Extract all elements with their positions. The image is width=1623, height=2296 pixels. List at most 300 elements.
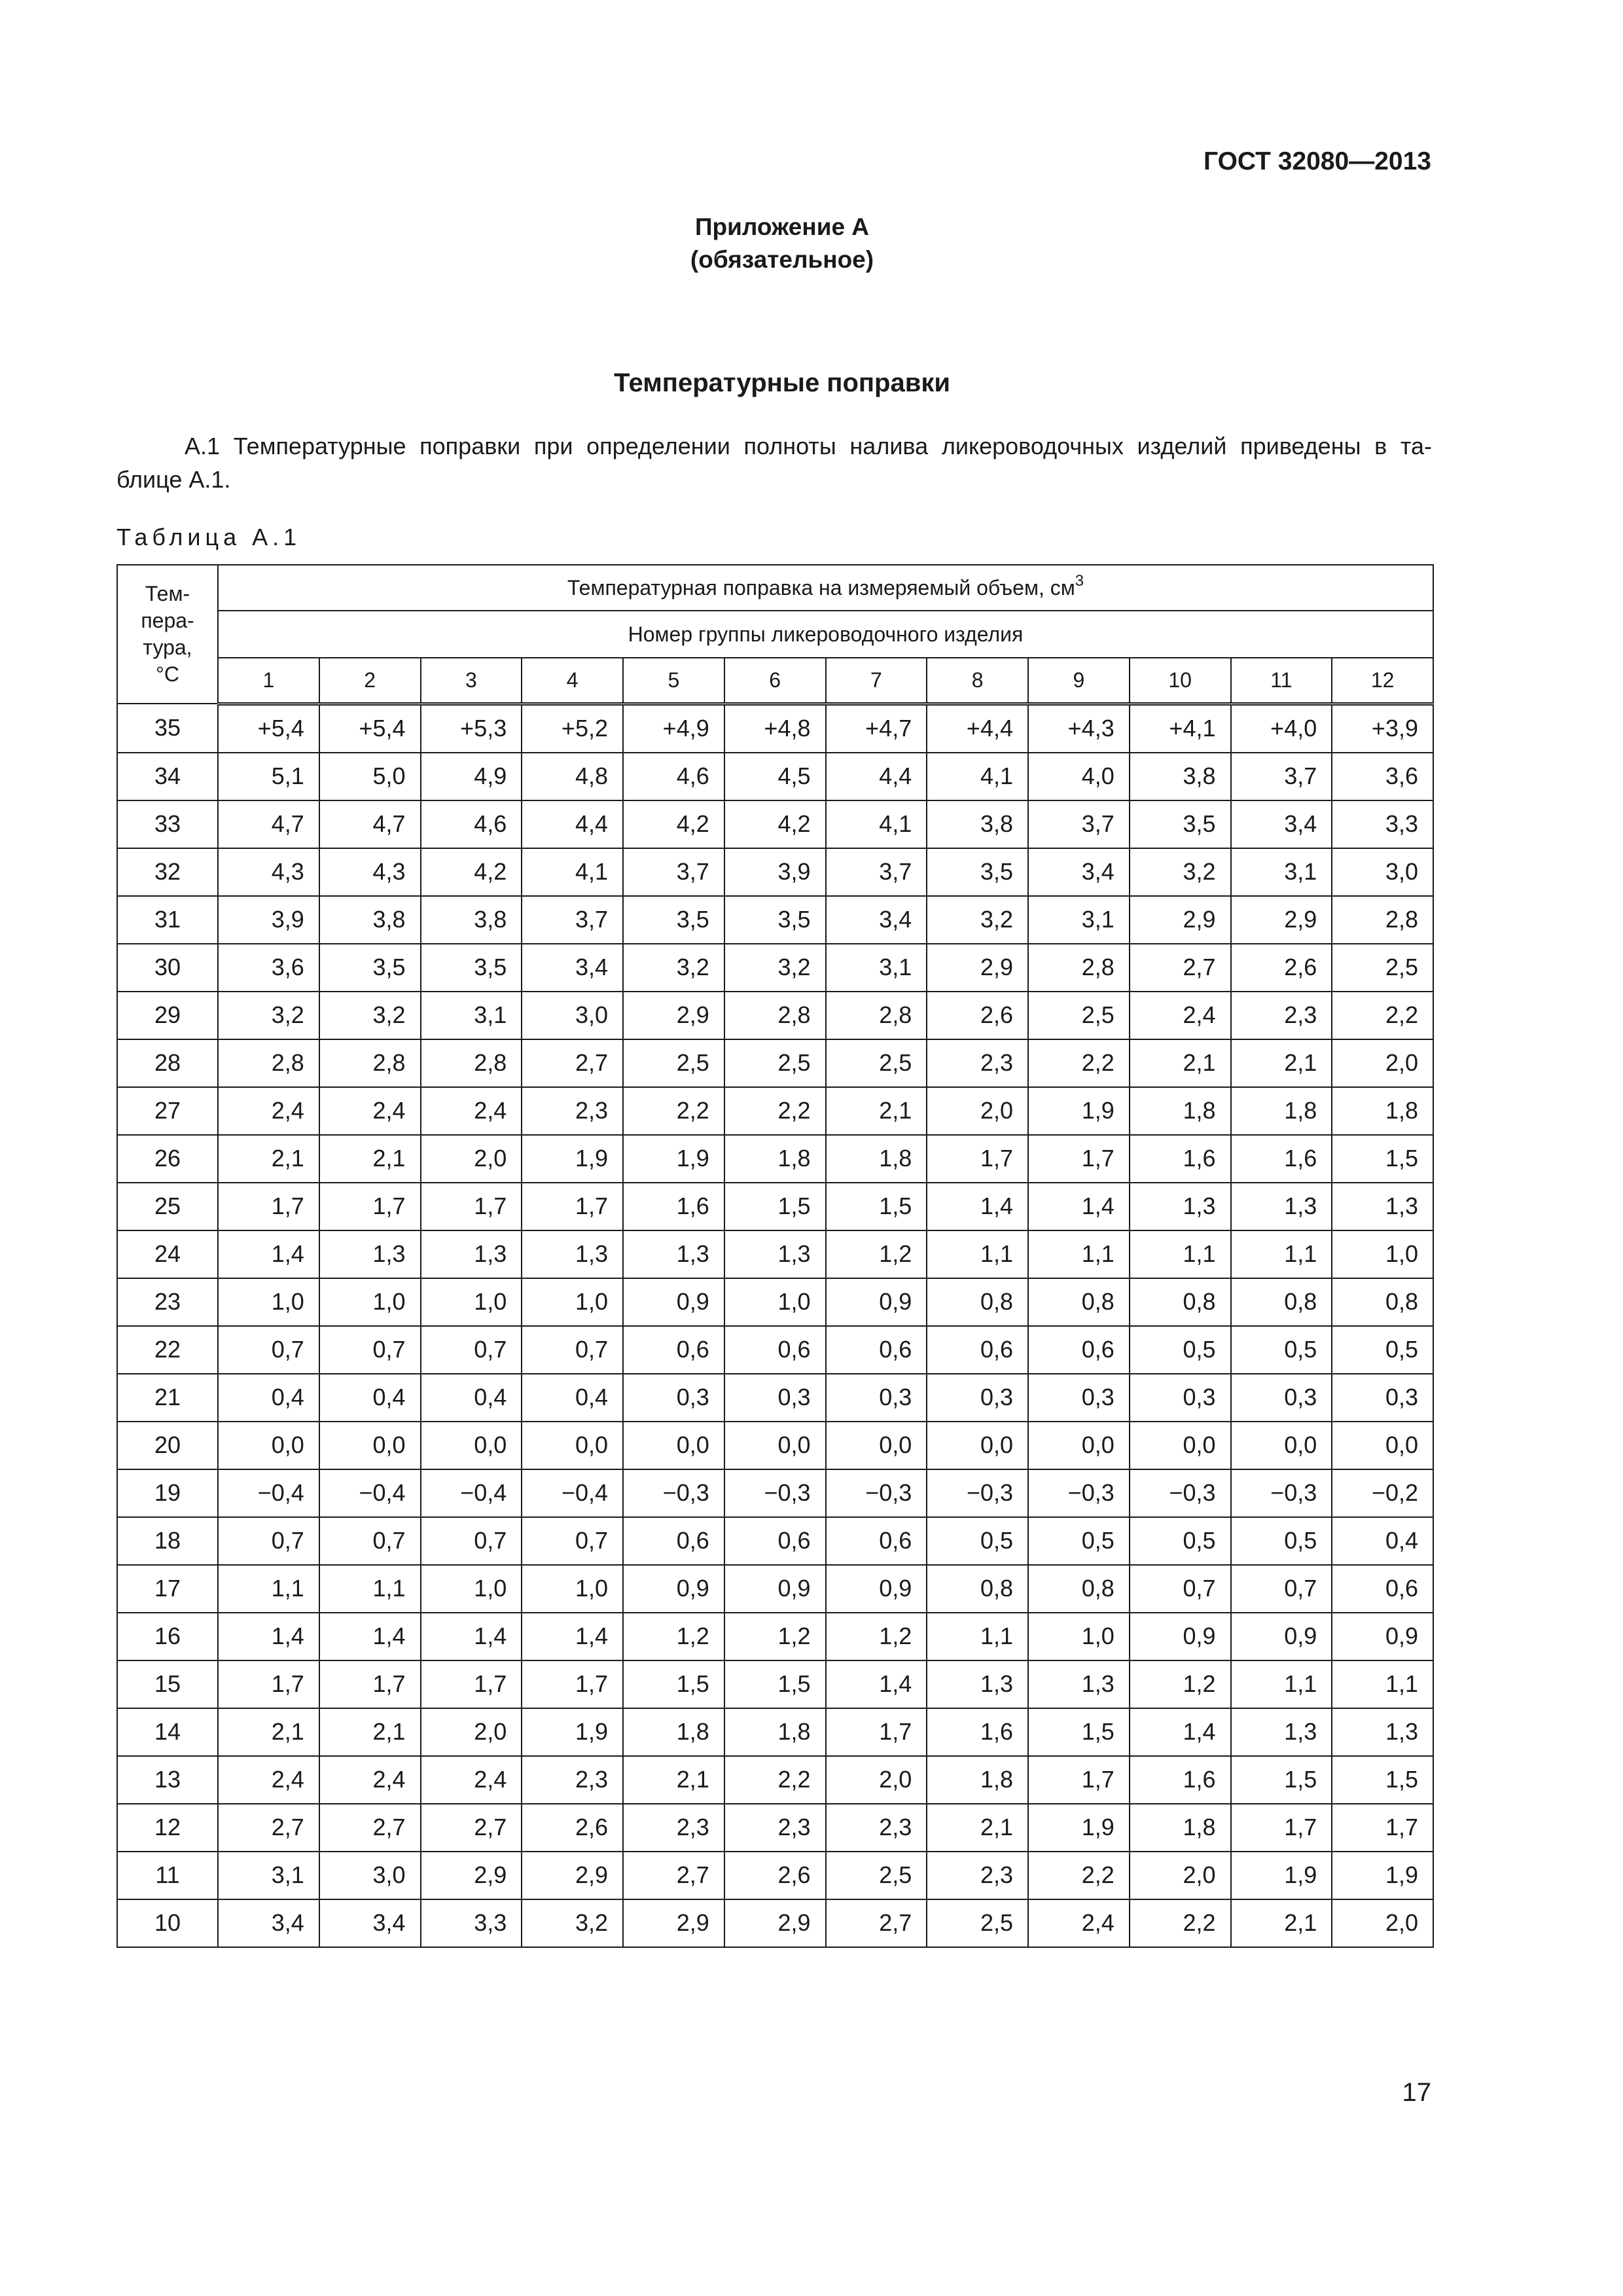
correction-cell: 2,5	[623, 1039, 724, 1087]
correction-cell: 1,7	[319, 1183, 421, 1230]
correction-cell: 2,2	[623, 1087, 724, 1135]
correction-cell: 1,0	[319, 1278, 421, 1326]
correction-cell: 0,9	[623, 1565, 724, 1613]
correction-cell: 0,4	[1332, 1517, 1433, 1565]
correction-cell: 1,3	[1028, 1660, 1130, 1708]
correction-cell: 3,7	[1231, 753, 1332, 800]
correction-unit-exponent: 3	[1075, 571, 1084, 590]
table-row	[117, 1422, 1433, 1469]
temperature-header-line: °С	[156, 662, 179, 686]
correction-cell: 1,1	[1130, 1230, 1231, 1278]
correction-cell: 2,0	[826, 1756, 927, 1804]
temperature-cell: 19	[117, 1469, 218, 1517]
correction-cell: 2,9	[623, 1899, 724, 1947]
correction-cell: 0,3	[927, 1374, 1028, 1422]
group-number-cell: 9	[1028, 658, 1130, 704]
correction-cell: 3,3	[1332, 800, 1433, 848]
correction-cell: 3,8	[927, 800, 1028, 848]
correction-cell: 0,5	[1130, 1517, 1231, 1565]
correction-cell: 2,7	[826, 1899, 927, 1947]
correction-cell: 0,9	[826, 1278, 927, 1326]
correction-cell: 0,7	[319, 1517, 421, 1565]
correction-cell: 0,9	[1231, 1613, 1332, 1660]
correction-cell: 2,7	[218, 1804, 319, 1852]
correction-cell: +4,4	[927, 704, 1028, 753]
correction-cell: 0,7	[218, 1517, 319, 1565]
correction-cell: 2,8	[319, 1039, 421, 1087]
group-number-cell: 1	[218, 658, 319, 704]
temperature-cell: 32	[117, 848, 218, 896]
correction-cell: 1,8	[1130, 1087, 1231, 1135]
correction-cell: 3,4	[522, 944, 623, 992]
correction-cell: 2,9	[1130, 896, 1231, 944]
correction-cell: 2,7	[522, 1039, 623, 1087]
correction-cell: −0,4	[522, 1469, 623, 1517]
correction-cell: 2,0	[421, 1135, 522, 1183]
correction-cell: 0,6	[1332, 1565, 1433, 1613]
temperature-cell: 31	[117, 896, 218, 944]
table-row	[117, 1804, 1433, 1852]
correction-cell: 0,0	[319, 1422, 421, 1469]
temperature-cell: 23	[117, 1278, 218, 1326]
correction-cell: 4,7	[319, 800, 421, 848]
correction-cell: 3,7	[623, 848, 724, 896]
correction-cell: 3,2	[319, 992, 421, 1039]
table-row	[117, 1374, 1433, 1422]
correction-cell: 2,9	[927, 944, 1028, 992]
table-row	[117, 704, 1433, 753]
table-row	[117, 1565, 1433, 1613]
correction-cell: 2,1	[927, 1804, 1028, 1852]
correction-cell: 2,8	[1332, 896, 1433, 944]
correction-cell: 2,1	[319, 1708, 421, 1756]
correction-cell: 1,1	[1028, 1230, 1130, 1278]
correction-cell: 3,2	[1130, 848, 1231, 896]
correction-cell: +4,9	[623, 704, 724, 753]
correction-cell: 0,8	[1130, 1278, 1231, 1326]
correction-cell: 1,6	[927, 1708, 1028, 1756]
correction-cell: 3,5	[623, 896, 724, 944]
correction-cell: 3,5	[927, 848, 1028, 896]
correction-cell: 3,0	[319, 1852, 421, 1899]
group-header: Номер группы ликероводочного изделия	[218, 611, 1433, 658]
correction-cell: 1,1	[218, 1565, 319, 1613]
correction-cell: −0,4	[421, 1469, 522, 1517]
temperature-header-line: тура,	[143, 636, 192, 659]
correction-cell: 1,5	[623, 1660, 724, 1708]
correction-cell: 2,1	[1231, 1039, 1332, 1087]
correction-cell: +4,0	[1231, 704, 1332, 753]
temperature-header-line: пера-	[141, 609, 194, 632]
correction-cell: 2,4	[1028, 1899, 1130, 1947]
temperature-cell: 34	[117, 753, 218, 800]
correction-cell: 1,0	[522, 1565, 623, 1613]
correction-cell: 0,9	[826, 1565, 927, 1613]
correction-cell: 0,6	[623, 1326, 724, 1374]
temperature-cell: 11	[117, 1852, 218, 1899]
correction-cell: 4,9	[421, 753, 522, 800]
correction-cell: 4,6	[623, 753, 724, 800]
group-number-cell: 12	[1332, 658, 1433, 704]
table-row	[117, 1517, 1433, 1565]
correction-cell: 0,3	[1028, 1374, 1130, 1422]
correction-cell: 0,7	[522, 1326, 623, 1374]
correction-cell: 3,4	[218, 1899, 319, 1947]
correction-cell: 1,2	[1130, 1660, 1231, 1708]
table-body	[117, 704, 1433, 1947]
correction-cell: 1,3	[1231, 1183, 1332, 1230]
correction-cell: 2,9	[421, 1852, 522, 1899]
correction-cell: 1,5	[1332, 1135, 1433, 1183]
correction-cell: 4,1	[927, 753, 1028, 800]
correction-cell: 1,8	[1130, 1804, 1231, 1852]
correction-cell: 1,1	[1231, 1660, 1332, 1708]
correction-cell: 3,1	[218, 1852, 319, 1899]
correction-cell: 1,2	[826, 1230, 927, 1278]
correction-cell: 1,8	[724, 1708, 826, 1756]
correction-cell: 0,9	[623, 1278, 724, 1326]
correction-cell: 1,9	[522, 1708, 623, 1756]
correction-cell: 1,3	[1231, 1708, 1332, 1756]
correction-cell: 1,0	[1332, 1230, 1433, 1278]
correction-cell: 1,7	[421, 1183, 522, 1230]
correction-cell: 1,4	[319, 1613, 421, 1660]
correction-cell: 0,7	[1231, 1565, 1332, 1613]
correction-cell: 0,8	[1231, 1278, 1332, 1326]
correction-cell: 2,4	[218, 1087, 319, 1135]
correction-cell: 1,5	[826, 1183, 927, 1230]
correction-cell: 1,3	[1332, 1183, 1433, 1230]
correction-cell: 0,8	[927, 1278, 1028, 1326]
correction-cell: 2,3	[927, 1039, 1028, 1087]
appendix-heading	[0, 211, 1564, 276]
correction-cell: 0,7	[319, 1326, 421, 1374]
correction-cell: 1,4	[421, 1613, 522, 1660]
correction-cell: 0,7	[1130, 1565, 1231, 1613]
correction-cell: 1,9	[1231, 1852, 1332, 1899]
correction-cell: 1,3	[1130, 1183, 1231, 1230]
correction-cell: 3,4	[1028, 848, 1130, 896]
correction-cell: 1,4	[1028, 1183, 1130, 1230]
correction-cell: 0,3	[826, 1374, 927, 1422]
correction-cell: 2,7	[1130, 944, 1231, 992]
correction-cell: 1,2	[826, 1613, 927, 1660]
correction-cell: 0,6	[826, 1326, 927, 1374]
correction-cell: 2,8	[724, 992, 826, 1039]
section-title: Температурные поправки	[614, 368, 950, 397]
correction-cell: 1,6	[1231, 1135, 1332, 1183]
correction-cell: 2,2	[1028, 1852, 1130, 1899]
correction-cell: 1,8	[623, 1708, 724, 1756]
group-number-cell: 6	[724, 658, 826, 704]
correction-cell: 1,9	[1028, 1087, 1130, 1135]
table-row	[117, 1613, 1433, 1660]
correction-cell: 0,3	[724, 1374, 826, 1422]
table-row	[117, 1135, 1433, 1183]
correction-cell: 1,8	[826, 1135, 927, 1183]
correction-cell: −0,2	[1332, 1469, 1433, 1517]
correction-cell: 3,1	[1028, 896, 1130, 944]
standard-number: ГОСТ 32080—2013	[1204, 147, 1431, 175]
correction-cell: 0,3	[1130, 1374, 1231, 1422]
correction-cell: 4,6	[421, 800, 522, 848]
correction-cell: 3,7	[826, 848, 927, 896]
correction-cell: 0,9	[724, 1565, 826, 1613]
correction-cell: −0,4	[218, 1469, 319, 1517]
correction-cell: 2,2	[1130, 1899, 1231, 1947]
table-row	[117, 1087, 1433, 1135]
correction-header-label: Температурная поправка на измеряемый объем, см	[567, 575, 1075, 600]
correction-cell: 0,0	[218, 1422, 319, 1469]
correction-cell: −0,3	[1028, 1469, 1130, 1517]
correction-cell: +4,8	[724, 704, 826, 753]
correction-cell: −0,3	[1130, 1469, 1231, 1517]
correction-cell: +5,3	[421, 704, 522, 753]
temperature-cell: 16	[117, 1613, 218, 1660]
correction-cell: 1,4	[522, 1613, 623, 1660]
temperature-cell: 14	[117, 1708, 218, 1756]
correction-cell: 2,3	[522, 1087, 623, 1135]
correction-cell: 1,7	[826, 1708, 927, 1756]
correction-cell: 1,7	[1028, 1135, 1130, 1183]
correction-cell: −0,3	[1231, 1469, 1332, 1517]
correction-cell: 1,0	[522, 1278, 623, 1326]
correction-cell: 2,5	[1028, 992, 1130, 1039]
correction-cell: 1,8	[1332, 1087, 1433, 1135]
correction-cell: 1,7	[421, 1660, 522, 1708]
correction-cell: 3,7	[1028, 800, 1130, 848]
table-row	[117, 1469, 1433, 1517]
correction-cell: 1,1	[1231, 1230, 1332, 1278]
correction-cell: 2,4	[319, 1756, 421, 1804]
correction-cell: 2,2	[1332, 992, 1433, 1039]
correction-cell: 1,8	[927, 1756, 1028, 1804]
correction-cell: 0,8	[1332, 1278, 1433, 1326]
correction-cell: 1,8	[724, 1135, 826, 1183]
correction-cell: 3,9	[218, 896, 319, 944]
correction-cell: 1,6	[623, 1183, 724, 1230]
correction-cell: 2,5	[724, 1039, 826, 1087]
correction-cell: 2,0	[1332, 1039, 1433, 1087]
temperature-cell: 13	[117, 1756, 218, 1804]
correction-cell: 0,7	[421, 1517, 522, 1565]
correction-cell: 2,6	[1231, 944, 1332, 992]
correction-cell: 0,3	[1231, 1374, 1332, 1422]
correction-cell: 1,3	[421, 1230, 522, 1278]
correction-cell: 0,5	[1028, 1517, 1130, 1565]
correction-cell: 1,9	[1332, 1852, 1433, 1899]
table-row	[117, 1899, 1433, 1947]
correction-cell: 1,6	[1130, 1756, 1231, 1804]
temperature-cell: 22	[117, 1326, 218, 1374]
intro-paragraph	[116, 429, 1432, 496]
group-number-cell: 4	[522, 658, 623, 704]
correction-cell: 3,1	[1231, 848, 1332, 896]
correction-cell: 0,0	[522, 1422, 623, 1469]
correction-cell: 0,5	[1231, 1517, 1332, 1565]
correction-cell: +4,7	[826, 704, 927, 753]
table-row	[117, 1326, 1433, 1374]
temperature-cell: 20	[117, 1422, 218, 1469]
correction-cell: 0,4	[522, 1374, 623, 1422]
correction-cell: 4,2	[421, 848, 522, 896]
correction-cell: 5,0	[319, 753, 421, 800]
table-row	[117, 1756, 1433, 1804]
correction-cell: 1,4	[927, 1183, 1028, 1230]
correction-cell: 0,0	[1028, 1422, 1130, 1469]
temperature-cell: 27	[117, 1087, 218, 1135]
correction-cell: 1,3	[1332, 1708, 1433, 1756]
page-number: 17	[1402, 2078, 1431, 2107]
table-row	[117, 1183, 1433, 1230]
correction-cell: 1,0	[1028, 1613, 1130, 1660]
table-row	[117, 1708, 1433, 1756]
correction-cell: 1,5	[724, 1183, 826, 1230]
correction-cell: 1,8	[1231, 1087, 1332, 1135]
correction-cell: +5,2	[522, 704, 623, 753]
correction-cell: 3,0	[522, 992, 623, 1039]
correction-cell: 1,1	[319, 1565, 421, 1613]
correction-cell: 1,3	[927, 1660, 1028, 1708]
correction-cell: 0,5	[1130, 1326, 1231, 1374]
table-row	[117, 848, 1433, 896]
table-row	[117, 1230, 1433, 1278]
correction-cell: 3,6	[218, 944, 319, 992]
temperature-cell: 29	[117, 992, 218, 1039]
correction-cell: 2,8	[1028, 944, 1130, 992]
correction-cell: 0,4	[319, 1374, 421, 1422]
correction-cell: 1,1	[927, 1230, 1028, 1278]
appendix-status: (обязательное)	[690, 246, 874, 273]
correction-cell: 3,8	[319, 896, 421, 944]
correction-cell: 1,7	[522, 1183, 623, 1230]
temperature-cell: 30	[117, 944, 218, 992]
table-row	[117, 1039, 1433, 1087]
temperature-cell: 28	[117, 1039, 218, 1087]
correction-cell: 2,3	[724, 1804, 826, 1852]
correction-cell: 1,0	[724, 1278, 826, 1326]
correction-cell: 2,8	[218, 1039, 319, 1087]
correction-cell: 1,5	[1332, 1756, 1433, 1804]
correction-cell: 1,9	[1028, 1804, 1130, 1852]
correction-cell: 1,7	[522, 1660, 623, 1708]
group-number-cell: 3	[421, 658, 522, 704]
correction-cell: +5,4	[218, 704, 319, 753]
correction-cell: +3,9	[1332, 704, 1433, 753]
correction-cell: 2,0	[421, 1708, 522, 1756]
correction-cell: 4,3	[218, 848, 319, 896]
correction-cell: 1,0	[218, 1278, 319, 1326]
correction-cell: 0,3	[623, 1374, 724, 1422]
temperature-cell: 33	[117, 800, 218, 848]
correction-cell: 0,0	[1231, 1422, 1332, 1469]
correction-cell: 2,1	[218, 1708, 319, 1756]
correction-cell: −0,3	[927, 1469, 1028, 1517]
temperature-cell: 24	[117, 1230, 218, 1278]
correction-cell: 0,8	[927, 1565, 1028, 1613]
temperature-cell: 18	[117, 1517, 218, 1565]
correction-cell: 4,1	[522, 848, 623, 896]
correction-cell: 0,0	[623, 1422, 724, 1469]
correction-cell: 0,3	[1332, 1374, 1433, 1422]
correction-cell: 4,0	[1028, 753, 1130, 800]
correction-cell: 2,9	[1231, 896, 1332, 944]
correction-cell: 1,7	[1332, 1804, 1433, 1852]
correction-cell: 1,5	[724, 1660, 826, 1708]
correction-cell: 1,3	[522, 1230, 623, 1278]
correction-cell: 2,4	[1130, 992, 1231, 1039]
correction-cell: 3,3	[421, 1899, 522, 1947]
correction-cell: 0,9	[1130, 1613, 1231, 1660]
correction-cell: 0,8	[1028, 1565, 1130, 1613]
correction-cell: 1,9	[522, 1135, 623, 1183]
correction-cell: 0,0	[421, 1422, 522, 1469]
correction-cell: 2,1	[1130, 1039, 1231, 1087]
correction-cell: 0,4	[218, 1374, 319, 1422]
correction-cell: 5,1	[218, 753, 319, 800]
correction-cell: 1,2	[724, 1613, 826, 1660]
correction-cell: 2,4	[319, 1087, 421, 1135]
correction-cell: 2,9	[724, 1899, 826, 1947]
temperature-cell: 17	[117, 1565, 218, 1613]
table-row	[117, 1852, 1433, 1899]
correction-cell: 2,2	[724, 1756, 826, 1804]
correction-cell: 1,7	[927, 1135, 1028, 1183]
correction-cell: 4,3	[319, 848, 421, 896]
correction-cell: 2,8	[826, 992, 927, 1039]
correction-cell: 2,4	[421, 1756, 522, 1804]
temperature-cell: 15	[117, 1660, 218, 1708]
temperature-cell: 25	[117, 1183, 218, 1230]
correction-cell: 0,0	[1332, 1422, 1433, 1469]
correction-cell: 2,5	[826, 1852, 927, 1899]
correction-cell: 2,3	[623, 1804, 724, 1852]
correction-cell: 3,8	[421, 896, 522, 944]
correction-cell: 3,6	[1332, 753, 1433, 800]
paragraph-line-1: А.1 Температурные поправки при определении полноты налива ликероводочных изделий приведены в та-	[185, 433, 1432, 459]
correction-cell: 0,4	[421, 1374, 522, 1422]
correction-cell: 3,2	[218, 992, 319, 1039]
correction-cell: 0,0	[927, 1422, 1028, 1469]
correction-cell: 4,4	[522, 800, 623, 848]
correction-cell: +4,1	[1130, 704, 1231, 753]
correction-cell: 2,0	[1332, 1899, 1433, 1947]
correction-cell: 1,5	[1028, 1708, 1130, 1756]
temperature-cell: 12	[117, 1804, 218, 1852]
correction-cell: 2,1	[319, 1135, 421, 1183]
correction-cell: 0,6	[724, 1517, 826, 1565]
correction-cell: 2,2	[724, 1087, 826, 1135]
correction-cell: 4,4	[826, 753, 927, 800]
temperature-cell: 26	[117, 1135, 218, 1183]
correction-cell: 4,5	[724, 753, 826, 800]
table-header	[117, 565, 1433, 704]
correction-cell: +4,3	[1028, 704, 1130, 753]
correction-cell: 4,2	[623, 800, 724, 848]
group-number-cell: 8	[927, 658, 1028, 704]
correction-cell: 2,0	[927, 1087, 1028, 1135]
correction-cell: 1,7	[319, 1660, 421, 1708]
table-row	[117, 896, 1433, 944]
correction-cell: 2,1	[623, 1756, 724, 1804]
correction-cell: 3,5	[1130, 800, 1231, 848]
correction-cell: 2,3	[522, 1756, 623, 1804]
correction-cell: 2,6	[724, 1852, 826, 1899]
correction-cell: 0,5	[1231, 1326, 1332, 1374]
correction-cell: 3,5	[319, 944, 421, 992]
correction-cell: 2,4	[421, 1087, 522, 1135]
correction-cell: 1,7	[218, 1660, 319, 1708]
